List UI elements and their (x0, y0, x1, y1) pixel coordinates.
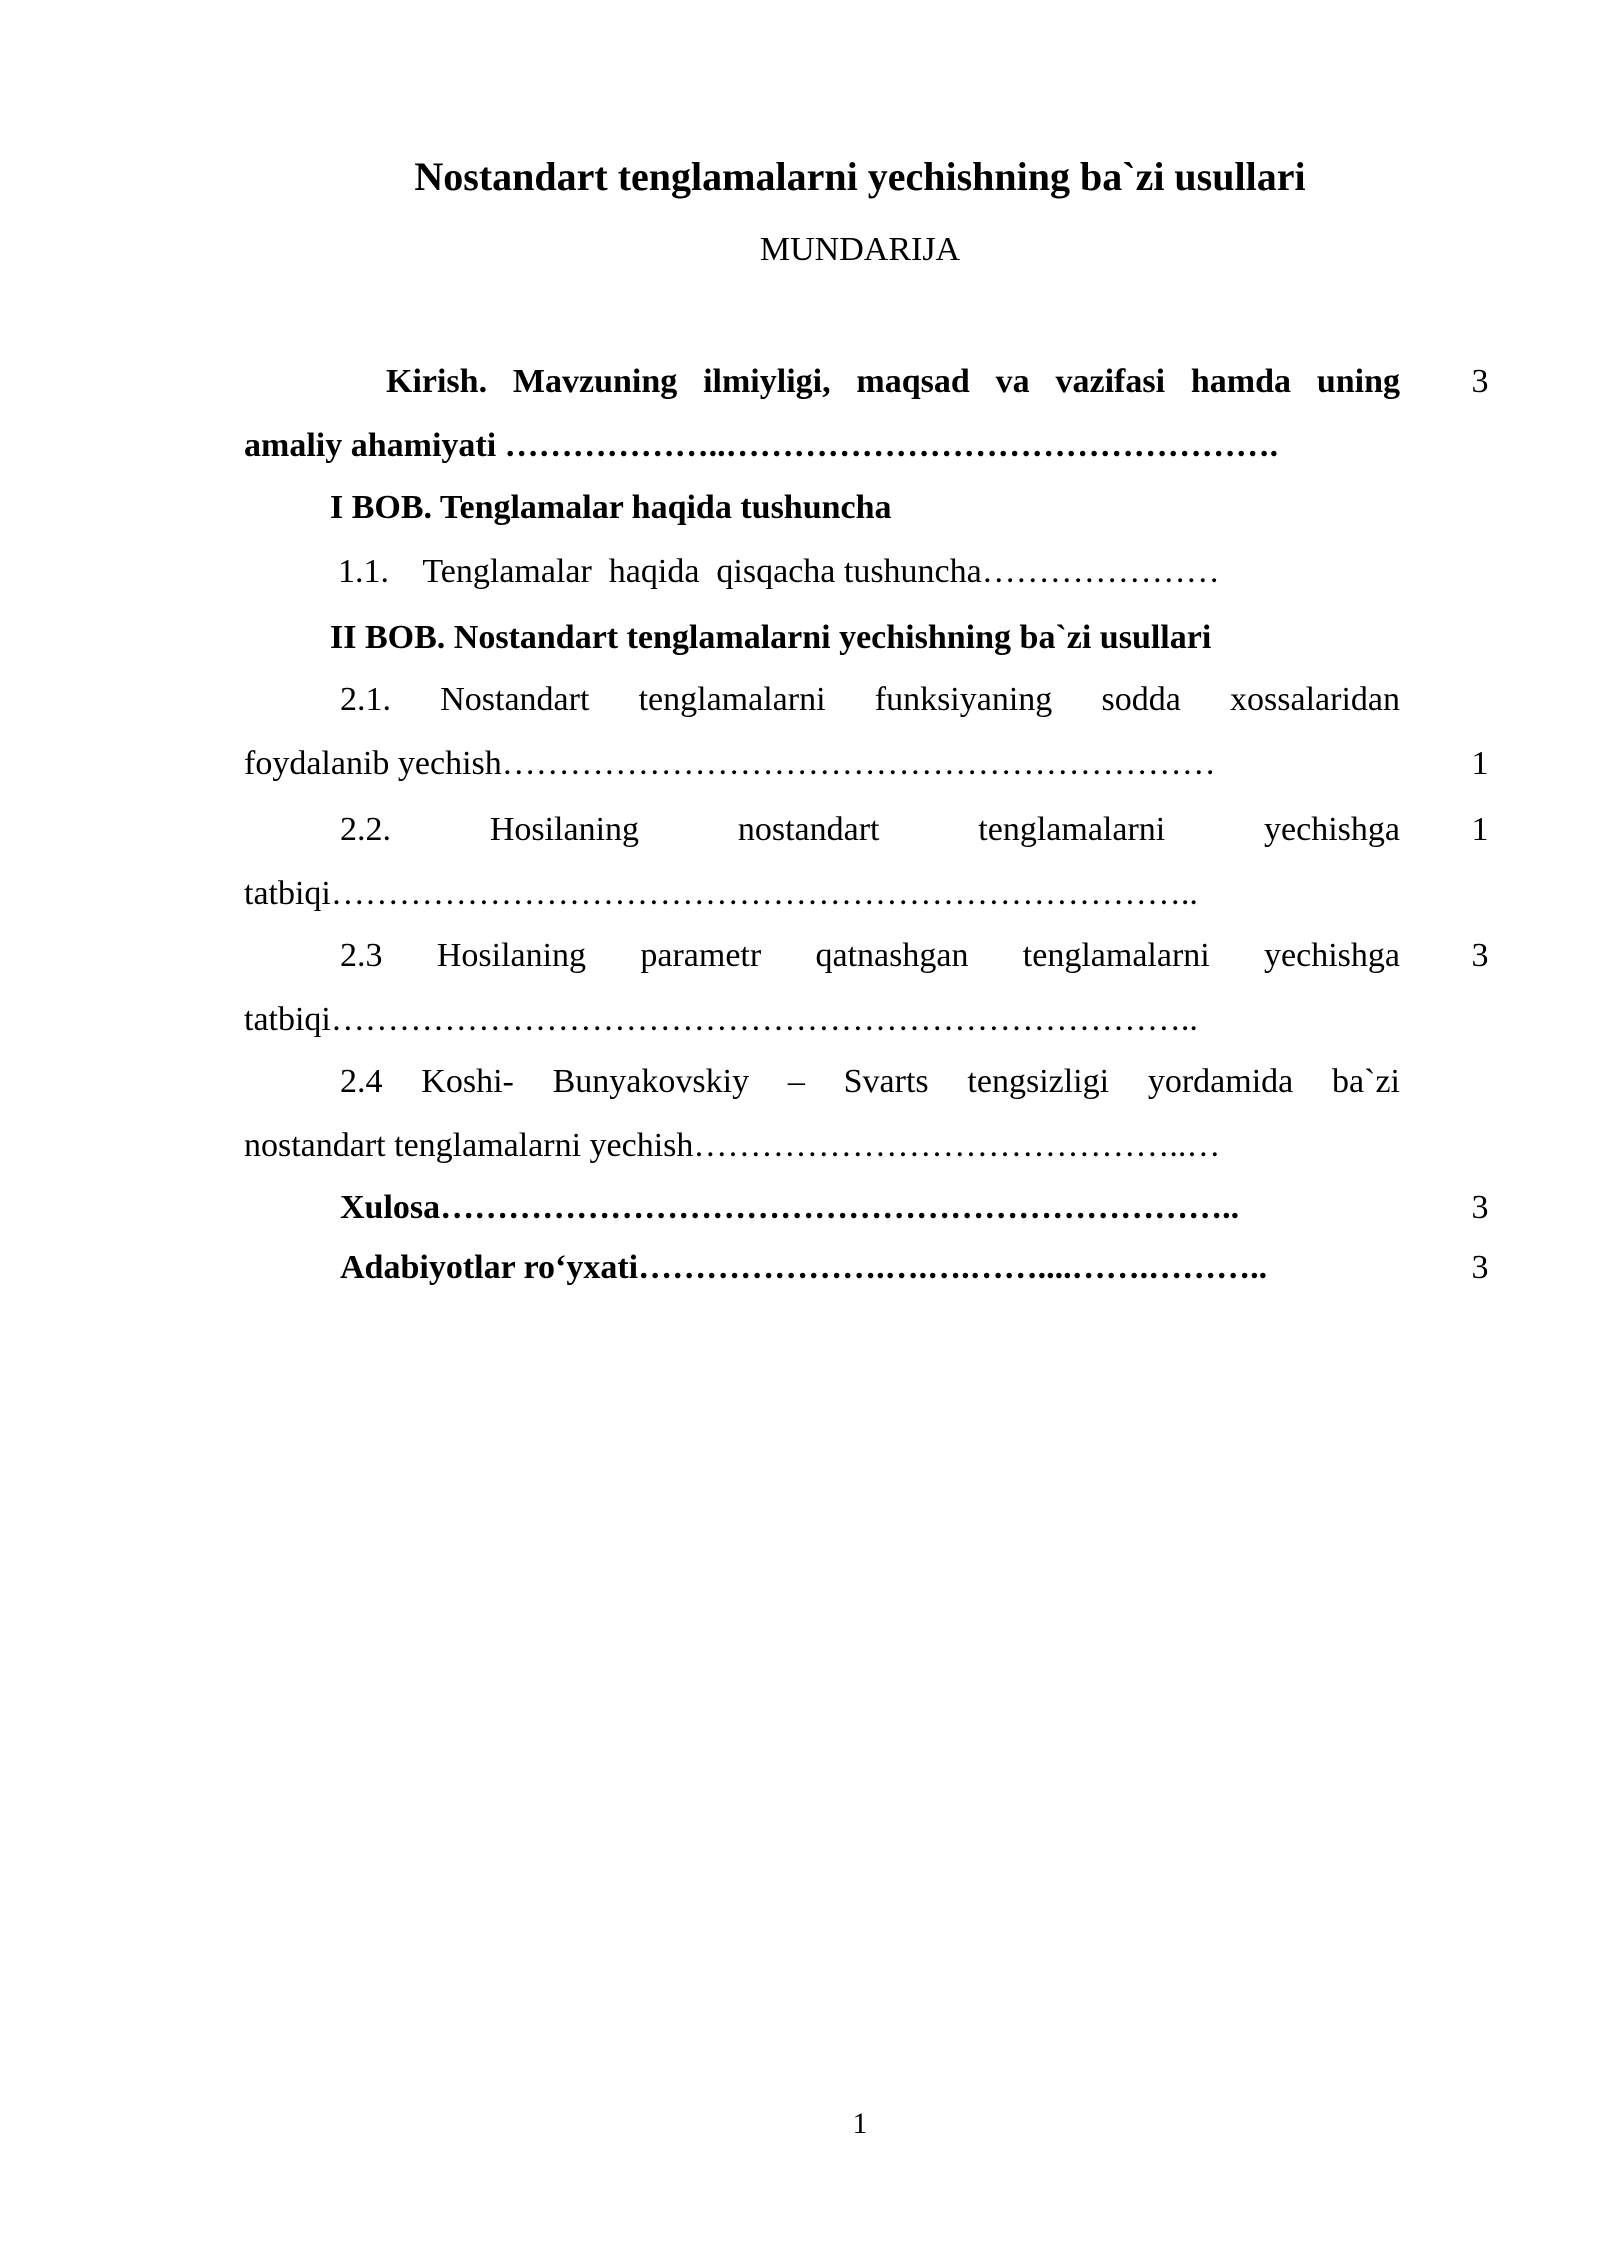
toc-references-page: 3 (1471, 1249, 1489, 1286)
toc-conclusion: Xulosa…………………………………………………………….. (340, 1189, 1240, 1226)
toc-item-2-3-line2: tatbiqi………………………………………………………………….. (244, 1001, 1198, 1038)
toc-conclusion-page: 3 (1471, 1189, 1489, 1226)
toc-item-2-1-line1: 2.1. Nostandart tenglamalarni funksiyaning sodda xossalaridan (340, 681, 1400, 718)
toc-chapter1-title: I BOB. Tenglamalar haqida tushuncha (330, 489, 892, 526)
toc-intro-page: 3 (1471, 363, 1489, 400)
toc-chapter2-title: II BOB. Nostandart tenglamalarni yechishning ba`zi usullari (330, 619, 1212, 656)
toc-item-2-2-line2: tatbiqi………………………………………………………………….. (244, 875, 1198, 912)
toc-intro-line2: amaliy ahamiyati ………………..…………………………………………. (244, 427, 1279, 464)
toc-item-1-1: 1.1. Tenglamalar haqida qisqacha tushuncha………………… (338, 553, 1220, 590)
toc-item-2-3-page: 3 (1471, 937, 1489, 974)
toc-item-2-1-line2: foydalanib yechish……………………………………………………… (244, 745, 1216, 782)
toc-item-2-2-line1: 2.2. Hosilaning nostandart tenglamalarni yechishga (340, 811, 1400, 848)
toc-item-2-4-line1: 2.4 Koshi- Bunyakovskiy – Svarts tengsizligi yordamida ba`zi (340, 1063, 1400, 1100)
toc-item-2-1-page: 1 (1471, 745, 1489, 782)
page-number: 1 (852, 2107, 868, 2140)
toc-intro-line1: Kirish. Mavzuning ilmiyligi, maqsad va vazifasi hamda uning (386, 363, 1400, 400)
toc-item-2-4-line2: nostandart tenglamalarni yechish……………………………………..… (244, 1127, 1221, 1164)
toc-item-2-2-page: 1 (1471, 811, 1489, 848)
toc-heading: MUNDARIJA (759, 231, 961, 268)
toc-references: Adabiyotlar ro‘yxati………………….….….……....…….……….. (340, 1249, 1268, 1286)
document-title: Nostandart tenglamalarni yechishning ba`zi usullari (414, 154, 1306, 199)
toc-item-2-3-line1: 2.3 Hosilaning parametr qatnashgan tenglamalarni yechishga (340, 937, 1400, 974)
